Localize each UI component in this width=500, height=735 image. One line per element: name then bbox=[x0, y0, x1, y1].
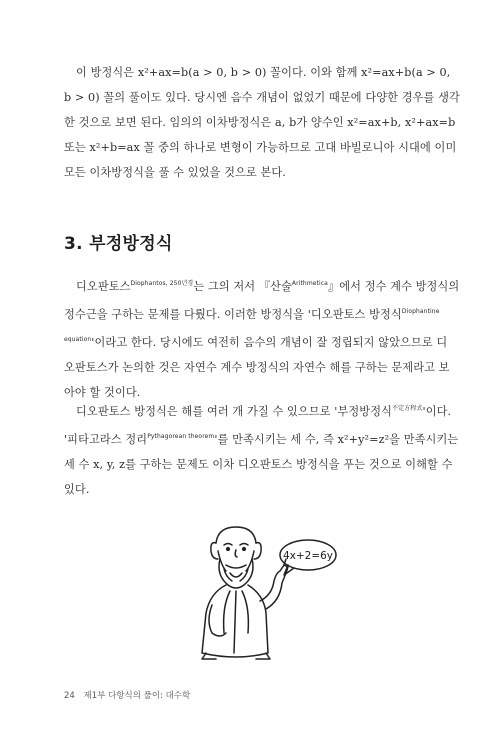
text-line bbox=[64, 271, 460, 299]
text-segment: 정수근을 구하는 문제를 다뤘다. 이러한 방정식을 '디오판토스 방정식 bbox=[64, 308, 402, 321]
footnote-gloss: Diophantine bbox=[401, 308, 440, 315]
page-number: 24 bbox=[64, 691, 75, 701]
diophantus-illustration bbox=[176, 521, 338, 663]
text-segment: 는 그의 저서 『산술 bbox=[193, 280, 292, 293]
text-line bbox=[64, 327, 448, 355]
running-title: 제1부 다항식의 풀이: 대수학 bbox=[83, 691, 191, 701]
paragraph-diophantus bbox=[64, 271, 460, 405]
text-segment: '이라고 한다. 당시에도 여전히 음수의 개념이 잘 정립되지 않았으므로 디 bbox=[91, 336, 448, 349]
text-line: 세 수 x, y, z를 구하는 문제도 이차 디오판토스 방정식을 푸는 것으로 이해할 수 bbox=[64, 458, 453, 471]
bubble-equation: 4x+2=6y bbox=[282, 550, 334, 562]
text-line bbox=[64, 396, 452, 424]
footnote-gloss: Arithmetica bbox=[291, 280, 328, 287]
text-line: 또는 x²+b=ax 꼴 중의 하나로 변형이 가능하므로 고대 바빌로니아 시대에 이미 bbox=[64, 141, 457, 154]
text-line: 이 방정식은 x²+ax=b(a > 0, b > 0) 꼴이다. 이와 함께 x²=ax+b(a > 0, bbox=[76, 66, 451, 79]
text-segment: '이다. bbox=[422, 405, 452, 418]
text-line bbox=[64, 424, 459, 452]
section-heading: 3. 부정방정식 bbox=[64, 234, 173, 254]
text-line: 있다. bbox=[64, 483, 90, 496]
paragraph-quadratic-forms bbox=[64, 60, 460, 185]
text-line: 모든 이차방정식을 풀 수 있었을 것으로 본다. bbox=[64, 166, 286, 179]
text-line: 오판토스가 논의한 것은 자연수 계수 방정식의 자연수 해를 구하는 문제라고 보 bbox=[64, 361, 450, 374]
text-segment: 디오판토스 방정식은 해를 여러 개 가질 수 있으므로 '부정방정식 bbox=[76, 405, 393, 418]
text-segment: 』에서 정수 계수 방정식의 bbox=[327, 280, 460, 293]
text-line bbox=[64, 299, 440, 327]
text-line: 아야 할 것이다. bbox=[64, 386, 141, 399]
footnote-gloss: equation bbox=[64, 336, 92, 343]
text-segment: '피타고라스 정리 bbox=[64, 433, 148, 446]
text-line: b > 0) 꼴의 풀이도 있다. 당시엔 음수 개념이 없었기 때문에 다양한 경우를 생각 bbox=[64, 91, 460, 104]
text-segment: 디오판토스 bbox=[76, 280, 131, 293]
footnote-gloss: Diophantos, 250년경 bbox=[130, 280, 194, 287]
text-segment: '를 만족시키는 세 수, 즉 x²+y²=z²을 만족시키는 bbox=[214, 433, 459, 446]
paragraph-indeterminate bbox=[64, 396, 459, 502]
page-footer bbox=[64, 689, 190, 701]
text-line: 한 것으로 보면 된다. 임의의 이차방정식은 a, b가 양수인 x²=ax+b, x²+ax=b bbox=[64, 116, 456, 129]
footnote-gloss: 不定方程式 bbox=[392, 405, 423, 412]
footnote-gloss: Pythagorean theorem bbox=[147, 433, 215, 440]
